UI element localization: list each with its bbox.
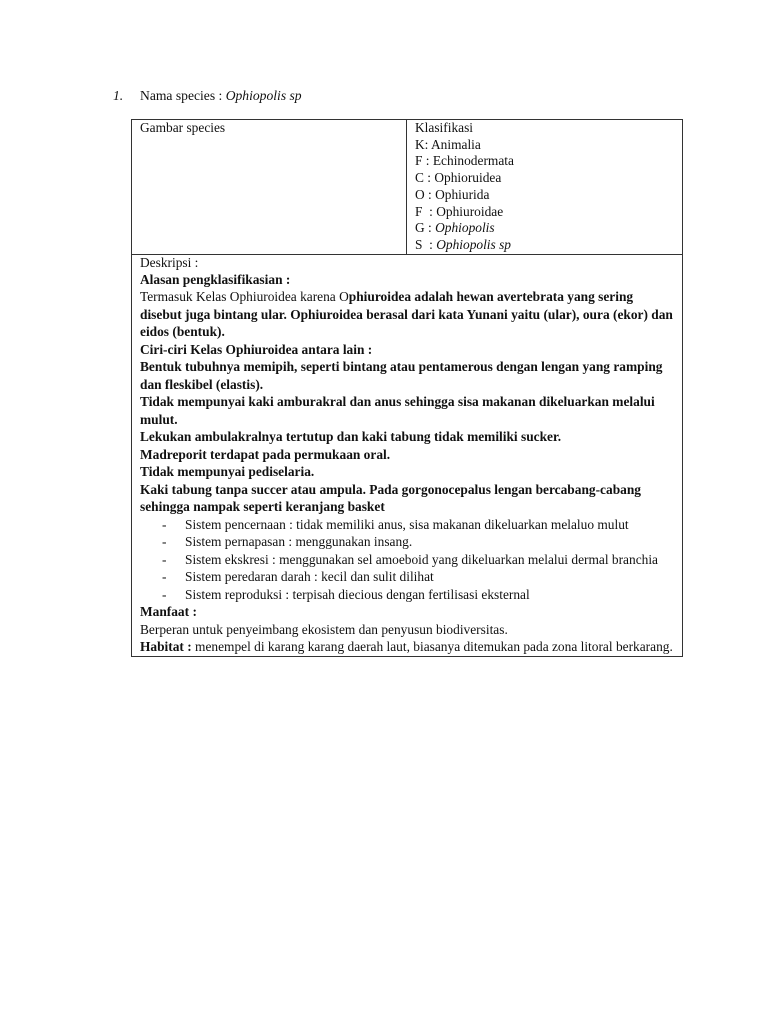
list-item: - Sistem pernapasan : menggunakan insang. [162,533,674,551]
species-heading [113,88,302,104]
list-item: - Sistem reproduksi : terpisah diecious dengan fertilisasi eksternal [162,586,674,604]
classification-order: O : Ophiurida [415,186,490,202]
list-item: - Sistem peredaran darah : kecil dan sulit dilihat [162,568,674,586]
list-item: - Sistem ekskresi : menggunakan sel amoeboid yang dikeluarkan melalui dermal branchia [162,551,674,569]
traits-heading: Ciri-ciri Kelas Ophiuroidea antara lain : [140,341,373,357]
trait-item: Bentuk tubuhnya memipih, seperti bintang atau pentamerous dengan lengan yang ramping dan fleskibel (elastis). [140,359,663,392]
benefit-text: Berperan untuk penyeimbang ekosistem dan penyusun biodiversitas. [140,621,508,637]
trait-item: Kaki tabung tanpa succer atau ampula. Pada gorgonocepalus lengan bercabang-cabang sehingga nampak seperti keranjang basket [140,481,641,515]
species-table [131,119,683,657]
classification-phylum: F : Echinodermata [415,153,514,169]
description-label: Deskripsi : [140,254,199,270]
trait-item: Tidak mempunyai kaki amburakral dan anus sehingga sisa makanan dikeluarkan melalui mulut. [140,394,655,427]
reason-heading: Alasan pengklasifikasian : [140,271,291,287]
reason-plain-text: Termasuk Kelas Ophiuroidea karena O [140,289,349,305]
classification-header: Klasifikasi [415,120,474,135]
list-number: 1. [113,88,124,103]
systems-list [140,516,674,604]
trait-item: Tidak mempunyai pediselaria. [140,464,315,480]
table-row [132,254,683,656]
species-name-label: Nama species : [140,88,226,103]
classification-class: C : Ophioruidea [415,170,502,186]
trait-item: Madreporit terdapat pada permukaan oral. [140,446,391,462]
reason-paragraph [140,288,674,341]
classification-family: F : Ophiuroidae [415,203,504,219]
classification-kingdom: K: Animalia [415,136,481,152]
reason-bold-text: phiuroidea adalah hewan avertebrata yang sering disebut juga bintang ular. Ophiuroidea berasal dari kata Yunani yaitu (ular), oura (ekor) dan eidos (bentuk). [140,289,673,340]
habitat-label: Habitat : [140,639,192,655]
habitat-paragraph [140,638,674,656]
classification-genus: G : Ophiopolis [415,220,495,236]
image-header: Gambar species [140,120,226,135]
list-item: - Sistem pencernaan : tidak memiliki anus, sisa makanan dikeluarkan melaluo mulut [162,516,674,534]
classification-cell [407,120,683,255]
classification-species: S : Ophiopolis sp [415,236,511,252]
benefit-heading: Manfaat : [140,604,197,620]
table-row [132,120,683,255]
description-cell [132,254,683,656]
species-name: Ophiopolis sp [225,88,302,103]
trait-item: Lekukan ambulakralnya tertutup dan kaki tabung tidak memiliki sucker. [140,429,562,445]
image-cell [132,120,407,255]
habitat-text: menempel di karang karang daerah laut, biasanya ditemukan pada zona litoral berkarang. [191,639,673,655]
